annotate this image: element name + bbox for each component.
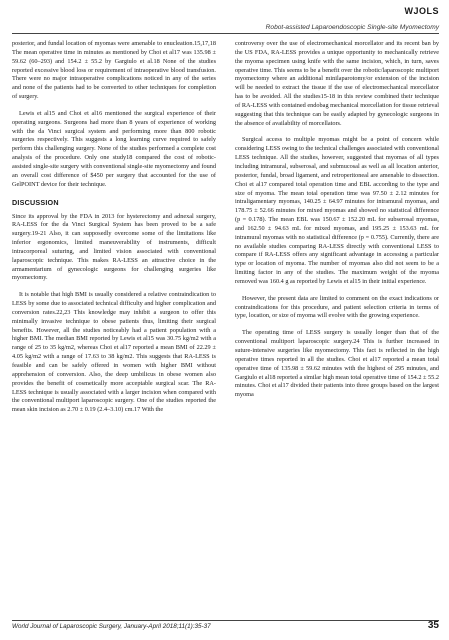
paragraph: Since its approval by the FDA in 2013 for hysterectomy and adnexal surgery, RA-LESS for the da Vinci Surgical System has been proved to be a safe surgery.19-21 Also, it can supposedly overcome some of the limitations like inferior ergonomics, limited maneuverability of instruments, difficult intracorporeal suturing, and limited vision associated with conventional laparoscopic technique. This makes RA-LESS an attractive choice in the armamentarium of gynecologic surgeons for challenging surgeries like myomectomy. bbox=[12, 212, 216, 282]
right-column bbox=[235, 40, 439, 400]
paragraph: The operating time of LESS surgery is usually longer than that of the conventional multiport laparoscopic surgery.24 This is further increased in suture-intensive surgeries like myomectomy. This fact is reflected in the high operative times reported in all the studies. Choi et al17 reported a mean total operative time of 135.98 ± 59.62 minutes with the highest of 295 minutes, and Gargiulo et al18 reported a similar high mean total operative time of 154.2 ± 55.2 minutes. Choi et al17 divided their patients into three groups based on the largest myoma bbox=[235, 329, 439, 399]
header-rule bbox=[12, 33, 439, 34]
footer-rule bbox=[12, 620, 439, 621]
paragraph: It is notable that high BMI is usually considered a relative contraindication to LESS by some due to associated technical difficulty and higher complication and conversion rates.22,23 This knowledge may inhibit a surgeon to offer this minimally invasive technique to obese patients thus, limiting their surgical benefits. However, all the studies noticeably had a patient population with a higher BMI. The median BMI reported by Lewis et al15 was 30.75 kg/m2 with a range of 25 to 35 kg/m2, whereas Choi et al17 reported a mean BMI of 22.29 ± 4.05 kg/m2 with a range of 17.63 to 38 kg/m2. This suggests that RA-LESS is feasible and can be safely offered in women with higher BMI without apprehension of conversion. Also, the deep umbilicus in obese women also provides the benefit of cosmetically more acceptable surgical scar. The RA-LESS technique is usually associated with a larger incision when compared with the conventional multiport laparoscopic surgery. One of the studies reported the mean skin incision as 2.70 ± 0.19 (2.4–3.10) cm.17 With the bbox=[12, 291, 216, 414]
running-head: Robot-assisted Laparoendoscopic Single-site Myomectomy bbox=[265, 24, 439, 31]
journal-abbreviation: WJOLS bbox=[404, 6, 439, 16]
paragraph: controversy over the use of electromechanical morcellator and its recent ban by the US FDA, RA-LESS provides a unique opportunity to mechanically retrieve the myoma specimen using knife with the same incision, which, in turn, saves operative time. This seems to be a benefit over the robotic/laparoscopic multiport myomectomy where an additional minilaparotomy/or extension of the incision will be needed to extract the tissue if the use of electromechanical morcellator has to be avoided. All the studies15-18 in this review combined their technique of RA-LESS with contained endobag mechanical morcellation for tissue retrieval suggesting that this technique can be easily adapted by gynecologic surgeons in the absence of availability of morcellators. bbox=[235, 40, 439, 127]
paragraph: However, the present data are limited to comment on the exact indications or contraindications for this procedure, and patient selection criteria in terms of type, location, or size of myoma will evolve with the growing experience. bbox=[235, 294, 439, 320]
paragraph: Lewis et al15 and Choi et al16 mentioned the surgical experience of their operating surgeons. Surgeons had more than 8 years of experience of working with the da Vinci surgical system and performing more than 800 robotic surgeries respectively. This suggests a long learning curve required to safely perform this challenging surgery. None of the studies performed a complete cost analysis of the procedure. Only one study18 compared the cost of robotic-assisted single-site surgery with conventional single-site myomectomy and found an overall cost difference of $450 per surgery that accounted for the use of GelPOINT device for their technique. bbox=[12, 109, 216, 188]
footer-citation: World Journal of Laparoscopic Surgery, January-April 2018;11(1):35-37 bbox=[12, 623, 211, 630]
paragraph: Surgical access to multiple myomas might be a point of concern while considering LESS owing to the technical challenges associated with conventional LESS technique. All the studies, however, suggested that myomas of all types including intramural, subserosal, and submucosal as well as all location anterior, posterior, fundal, broad ligament, and retroperitoneal are amenable to dissection. Choi et al17 compared total operation time and EBL according to the type and size of myoma. The mean total operation time was 97.50 ± 2.12 minutes for intraligamentary myomas, 140.25 ± 64.97 minutes for intramural myomas, and 178.75 ± 52.66 minutes for mixed myomas and showed no statistical difference (p = 0.178). The mean EBL was 150.67 ± 152.20 mL for subserosal myomas, and 162.50 ± 94.63 mL for mixed myomas, and 195.25 ± 153.63 mL for intramural myomas with no statistical difference (p = 0.755). Currently, there are no available studies comparing RA-LESS directly with conventional LESS to compare if RA-LESS offers any significant advantage in accessing a particular type or location of myoma. The number of myomas also did not seem to be a limiting factor in any of the studies. The maximum weight of the myoma removed was 160.4 g as reported by Lewis et al15 in their initial experience. bbox=[235, 136, 439, 285]
section-heading: DISCUSSION bbox=[12, 197, 59, 207]
paragraph: posterior, and fundal location of myomas were amenable to enucleation.15,17,18 The mean operative time in minutes as mentioned by Choi et al17 was 135.98 ± 59.62 (60–293) and 154.2 ± 55.2 by Gargiulo et al.18 None of the studies reported excessive blood loss or requirement of intraoperative blood transfusion. There were no major intraoperative complications noticed in any of the series and none of the patients had to be converted to other techniques for completion of surgery. bbox=[12, 40, 216, 101]
page-number: 35 bbox=[427, 620, 439, 631]
left-column bbox=[12, 40, 216, 415]
